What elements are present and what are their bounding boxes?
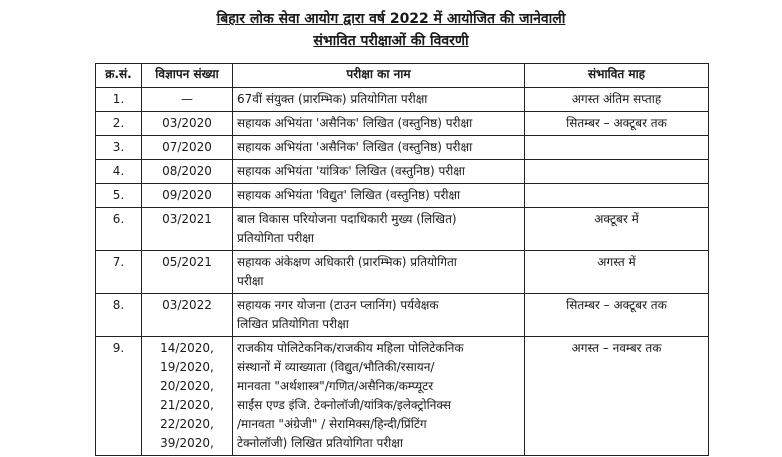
advertisement-cell <box>142 88 233 112</box>
advertisement-number: 22/2020, <box>160 417 214 431</box>
exam-name-line: साईंस एण्ड इंजि. टेक्नोलॉजी/यांत्रिक/इलेक्ट्रोनिक्स <box>237 398 451 412</box>
month-cell <box>525 136 709 160</box>
exam-name-line: सहायक नगर योजना (टाउन प्लानिंग) पर्यवेक्षक <box>237 298 439 312</box>
exam-name-line: लिखित प्रतियोगिता परीक्षा <box>237 317 349 331</box>
exam-name-line: /मानवता "अंग्रेजी" / सेरामिक्स/हिन्दी/प्रिंटिंग <box>237 417 427 431</box>
advertisement-number: 03/2020 <box>162 116 212 130</box>
table-row <box>96 337 709 456</box>
column-header-serial: क्र.सं. <box>96 64 142 88</box>
exam-name-line: संस्थानों में व्याख्याता (विद्युत/भौतिकी/रसायन/ <box>237 360 435 374</box>
advertisement-cell <box>142 160 233 184</box>
exam-name-cell <box>233 294 525 337</box>
table-row <box>96 184 709 208</box>
exam-name-line: टेक्नोलॉजी) लिखित प्रतियोगिता परीक्षा <box>237 436 403 450</box>
exam-name-cell <box>233 251 525 294</box>
month-cell: अक्टूबर में <box>525 208 709 251</box>
month-cell: सितम्बर – अक्टूबर तक <box>525 112 709 136</box>
table-row <box>96 208 709 251</box>
exam-schedule-table <box>95 63 709 456</box>
serial-cell: 9. <box>96 337 142 456</box>
advertisement-number: 14/2020, <box>160 341 214 355</box>
exam-name-cell <box>233 160 525 184</box>
table-row <box>96 294 709 337</box>
exam-name-cell <box>233 337 525 456</box>
table-row <box>96 160 709 184</box>
exam-name-line: 67वीं संयुक्त (प्रारम्भिक) प्रतियोगिता परीक्षा <box>237 92 428 106</box>
advertisement-cell <box>142 112 233 136</box>
exam-name-line: राजकीय पोलिटेकनिक/राजकीय महिला पोलिटेकनिक <box>237 341 464 355</box>
advertisement-number: 21/2020, <box>160 398 214 412</box>
month-cell: अगस्त में <box>525 251 709 294</box>
serial-cell: 1. <box>96 88 142 112</box>
exam-name-line: सहायक अभियंता 'असैनिक' लिखित (वस्तुनिष्ठ) परीक्षा <box>237 116 473 130</box>
exam-name-cell <box>233 88 525 112</box>
column-header-exam-name: परीक्षा का नाम <box>233 64 525 88</box>
advertisement-cell <box>142 136 233 160</box>
document-title: बिहार लोक सेवा आयोग द्वारा वर्ष 2022 में आयोजित की जानेवाली <box>216 11 566 27</box>
table-row <box>96 251 709 294</box>
serial-cell: 4. <box>96 160 142 184</box>
exam-name-line: सहायक अभियंता 'यांत्रिक' लिखित (वस्तुनिष्ठ) परीक्षा <box>237 164 466 178</box>
advertisement-cell <box>142 294 233 337</box>
document-subtitle: संभावित परीक्षाओं की विवरणी <box>313 33 469 49</box>
advertisement-cell <box>142 337 233 456</box>
exam-name-line: परीक्षा <box>237 274 264 288</box>
advertisement-number: 03/2021 <box>162 212 212 226</box>
exam-name-cell <box>233 136 525 160</box>
serial-cell: 2. <box>96 112 142 136</box>
table-row <box>96 112 709 136</box>
advertisement-number: 39/2020, <box>160 436 214 450</box>
exam-name-line: सहायक अभियंता 'विद्युत' लिखित (वस्तुनिष्ठ) परीक्षा <box>237 188 461 202</box>
serial-cell: 5. <box>96 184 142 208</box>
serial-cell: 8. <box>96 294 142 337</box>
column-header-advertisement: विज्ञापन संख्या <box>142 64 233 88</box>
month-cell: अगस्त – नवम्बर तक <box>525 337 709 456</box>
exam-name-cell <box>233 208 525 251</box>
serial-cell: 6. <box>96 208 142 251</box>
advertisement-number: 03/2022 <box>162 298 212 312</box>
serial-cell: 7. <box>96 251 142 294</box>
advertisement-number: 20/2020, <box>160 379 214 393</box>
advertisement-cell <box>142 184 233 208</box>
table-header-row <box>96 64 709 88</box>
advertisement-cell <box>142 208 233 251</box>
exam-name-cell <box>233 184 525 208</box>
column-header-month: संभावित माह <box>525 64 709 88</box>
table-row <box>96 136 709 160</box>
advertisement-number: — <box>181 92 193 106</box>
exam-name-line: सहायक अंकेक्षण अधिकारी (प्रारम्भिक) प्रतियोगिता <box>237 255 457 269</box>
month-cell <box>525 184 709 208</box>
advertisement-number: 07/2020 <box>162 140 212 154</box>
month-cell <box>525 160 709 184</box>
table-row <box>96 88 709 112</box>
exam-name-line: सहायक अभियंता 'असैनिक' लिखित (वस्तुनिष्ठ) परीक्षा <box>237 140 473 154</box>
exam-name-line: बाल विकास परियोजना पदाधिकारी मुख्य (लिखित) <box>237 212 457 226</box>
month-cell: अगस्त अंतिम सप्ताह <box>525 88 709 112</box>
exam-name-cell <box>233 112 525 136</box>
month-cell: सितम्बर – अक्टूबर तक <box>525 294 709 337</box>
exam-name-line: मानवता "अर्थशास्त्र"/गणित/असैनिक/कम्प्यूटर <box>237 379 434 393</box>
advertisement-number: 09/2020 <box>162 188 212 202</box>
serial-cell: 3. <box>96 136 142 160</box>
advertisement-number: 05/2021 <box>162 255 212 269</box>
exam-name-line: प्रतियोगिता परीक्षा <box>237 231 315 245</box>
advertisement-cell <box>142 251 233 294</box>
advertisement-number: 19/2020, <box>160 360 214 374</box>
advertisement-number: 08/2020 <box>162 164 212 178</box>
